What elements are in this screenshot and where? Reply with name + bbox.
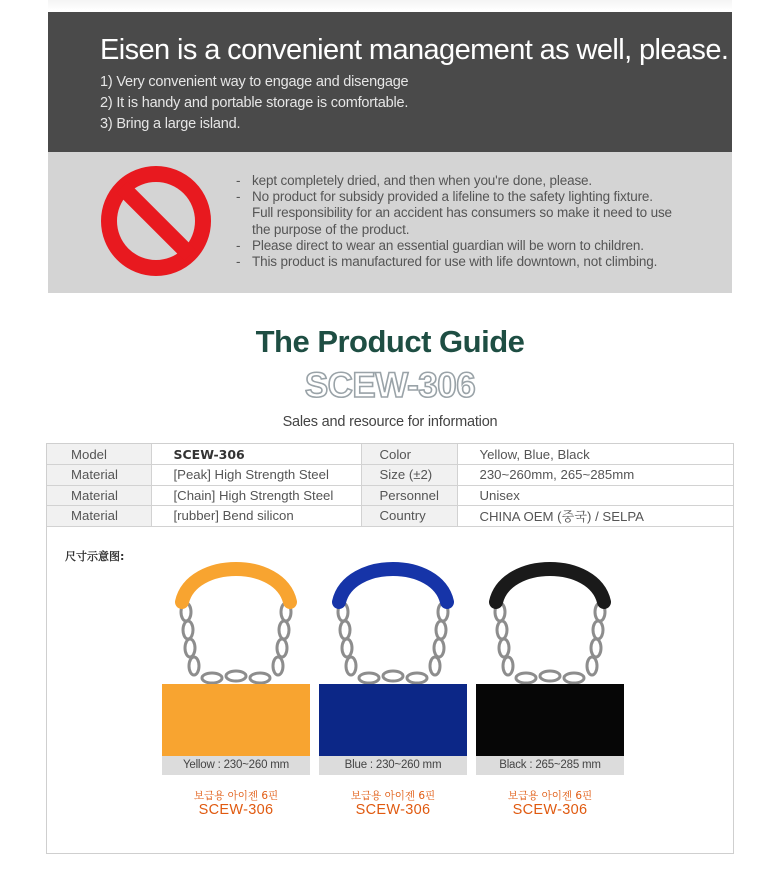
caution-list — [236, 173, 672, 270]
chain — [338, 603, 448, 683]
caution-item: - Please direct to wear an essential guardian will be worn to children. — [236, 237, 644, 253]
product-code: SCEW-306 — [198, 802, 274, 818]
spec-value: 230~260mm, 265~285mm — [457, 465, 733, 486]
chain — [495, 603, 605, 683]
rubber-handle — [339, 569, 447, 602]
spec-value: [Chain] High Strength Steel — [151, 485, 361, 506]
caution-item: - This product is manufactured for use with life downtown, not climbing. — [236, 254, 658, 270]
color-swatch — [162, 684, 310, 756]
table-row — [47, 444, 733, 465]
spec-label: Material — [47, 506, 151, 527]
spec-label: Color — [361, 444, 457, 465]
spec-label: Material — [47, 465, 151, 486]
caution-item-continuation: the purpose of the product. — [252, 221, 410, 237]
banner-point: 1) Very convenient way to engage and disengage — [100, 74, 409, 90]
color-swatch — [476, 684, 624, 756]
spec-table — [47, 444, 733, 527]
product-spec-panel — [46, 443, 734, 854]
spec-value: CHINA OEM (중국) / SELPA — [457, 506, 733, 527]
model-badge-art — [270, 364, 510, 406]
model-badge-text: SCEW-306 — [304, 366, 476, 405]
spec-label: Material — [47, 485, 151, 506]
spec-value: [rubber] Bend silicon — [151, 506, 361, 527]
spec-value: [Peak] High Strength Steel — [151, 465, 361, 486]
color-swatch — [319, 684, 467, 756]
spec-value: Yellow, Blue, Black — [457, 444, 733, 465]
prohibited-icon — [100, 165, 212, 277]
caution-section — [48, 152, 732, 293]
crampon-handle-image — [319, 550, 469, 690]
caution-item: - kept completely dried, and then when you're done, please. — [236, 173, 593, 188]
product-korean-name: 보급용 아이젠 6핀 — [350, 790, 436, 802]
banner-title: Eisen is a convenient management as well, please. — [100, 34, 729, 66]
product-code: SCEW-306 — [355, 802, 431, 818]
model-badge — [0, 364, 780, 406]
banner-point: 3) Bring a large island. — [100, 116, 241, 132]
rubber-handle — [496, 569, 604, 602]
crampon-handle-image — [162, 550, 312, 690]
spec-value: SCEW-306 — [151, 444, 361, 465]
crampon-handle-image — [476, 550, 626, 690]
rubber-handle — [182, 569, 290, 602]
size-caption: Yellow : 230~260 mm — [162, 756, 310, 775]
spec-label: Size (±2) — [361, 465, 457, 486]
size-caption: Blue : 230~260 mm — [319, 756, 467, 775]
product-code: SCEW-306 — [512, 802, 588, 818]
product-korean-name: 보급용 아이젠 6핀 — [507, 790, 593, 802]
banner-point: 2) It is handy and portable storage is comfortable. — [100, 95, 409, 111]
dimension-diagram-label: 尺寸示意图: — [65, 550, 125, 563]
size-caption: Black : 265~285 mm — [476, 756, 624, 775]
top-divider — [48, 0, 732, 10]
spec-value: Unisex — [457, 485, 733, 506]
spec-label: Country — [361, 506, 457, 527]
caution-item: - No product for subsidy provided a lifeline to the safety lighting fixture. — [236, 189, 653, 205]
guide-subtitle: Sales and resource for information — [282, 414, 498, 430]
table-row — [47, 485, 733, 506]
chain — [181, 603, 291, 683]
product-guide-title: The Product Guide — [255, 324, 525, 359]
spec-label: Model — [47, 444, 151, 465]
table-row — [47, 465, 733, 486]
table-row — [47, 506, 733, 527]
product-korean-name: 보급용 아이젠 6핀 — [193, 790, 279, 802]
banner-points — [100, 72, 408, 135]
management-banner — [48, 12, 732, 152]
spec-label: Personnel — [361, 485, 457, 506]
caution-item-continuation: Full responsibility for an accident has consumers so make it need to use — [252, 205, 672, 221]
